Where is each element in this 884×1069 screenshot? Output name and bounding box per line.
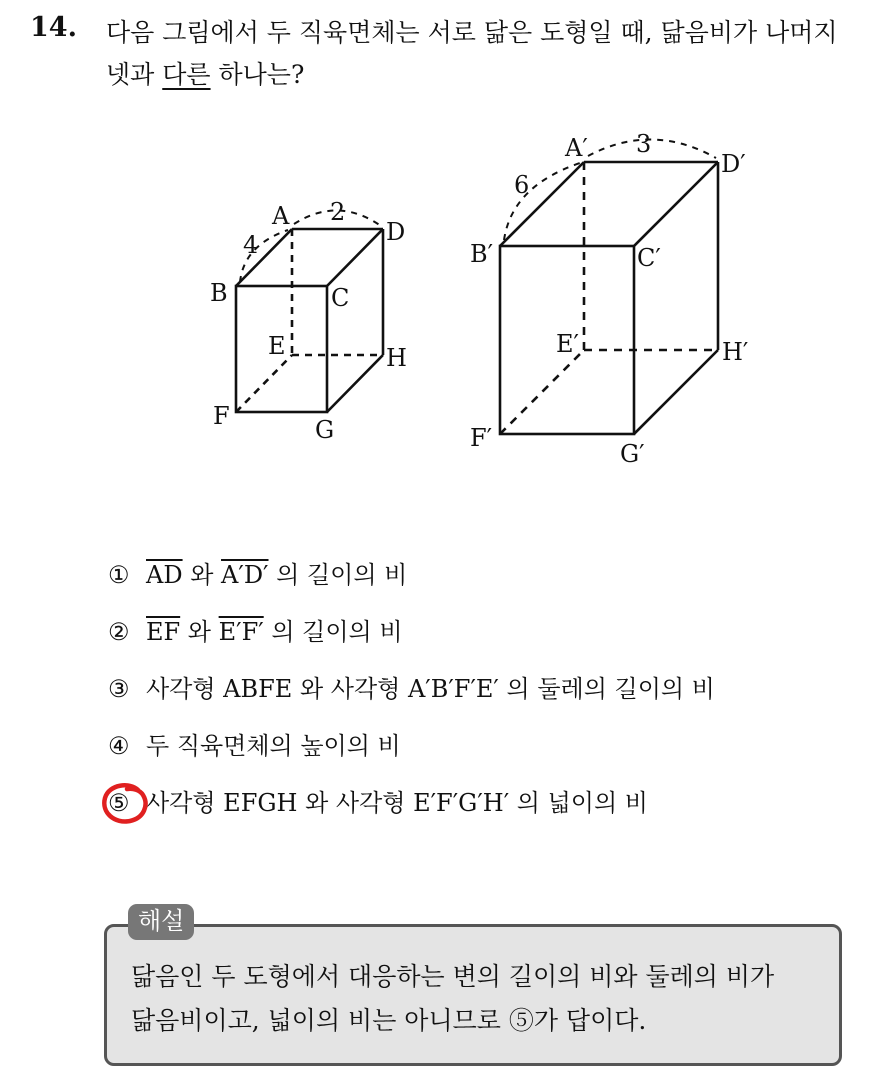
answer-circle-mark (100, 781, 152, 827)
label-h: H (386, 344, 407, 372)
choice-2-tail: 의 길이의 비 (263, 618, 403, 646)
question-line-1: 다음 그림에서 두 직육면체는 서로 닮은 도형일 때, 닮음비가 나머지 (106, 18, 838, 47)
label-h-prime: H′ (722, 338, 749, 366)
length-ab-small: 4 (243, 231, 259, 259)
label-d-prime: D′ (721, 150, 746, 178)
question-line-2-start: 넷과 (106, 60, 163, 89)
explanation-tag: 해설 (128, 904, 194, 940)
underlined-word: 다른 (162, 60, 211, 89)
label-b-prime: B′ (470, 240, 494, 268)
length-ab-large: 6 (514, 171, 530, 199)
choice-1-number: ① (108, 561, 130, 589)
label-a-prime: A′ (565, 134, 588, 162)
small-edge-cd (327, 229, 383, 286)
length-ad-small: 2 (330, 198, 346, 226)
segment-ad: $\overline{AD}$ (146, 561, 183, 589)
label-b: B (210, 279, 228, 307)
large-edge-cd (634, 162, 718, 246)
answer-circle-stroke (104, 785, 145, 821)
label-c: C (331, 284, 350, 312)
large-edge-gh (634, 350, 718, 434)
explanation-line-2: 닮음비이고, 넓이의 비는 아니므로 ⑤가 답이다. (131, 1006, 647, 1035)
choice-4[interactable] (108, 731, 401, 761)
choice-3[interactable] (108, 674, 715, 704)
explanation-box (104, 924, 842, 1066)
choice-4-text: 두 직육면체의 높이의 비 (146, 732, 401, 760)
segment-e-prime-f-prime: E′F′ (218, 618, 264, 646)
label-a: A (272, 202, 290, 230)
choice-4-number: ④ (108, 732, 130, 760)
label-e: E (268, 332, 286, 360)
choice-2[interactable] (108, 617, 403, 647)
small-edge-gh (327, 355, 383, 412)
large-hidden-edges (500, 162, 718, 434)
question-number: 14. (30, 12, 77, 43)
choice-3-number: ③ (108, 675, 130, 703)
label-g: G (315, 416, 335, 444)
choice-5[interactable] (108, 788, 648, 818)
choice-1[interactable] (108, 560, 407, 590)
choice-2-number: ② (108, 618, 130, 646)
choice-1-tail: 의 길이의 비 (268, 561, 408, 589)
explanation-text (131, 955, 831, 1043)
segment-ef: $\overline{EF}$ (146, 618, 181, 646)
segment-a-prime-d-prime: A′D′ (221, 561, 269, 589)
choice-2-connector: 와 (180, 618, 219, 646)
label-e-prime: E′ (556, 330, 579, 358)
choice-1-connector: 와 (182, 561, 222, 589)
choice-5-text: 사각형 EFGH 와 사각형 E′F′G′H′ 의 넓이의 비 (146, 789, 648, 817)
large-arc-ad (588, 139, 716, 158)
large-cuboid-labels (470, 130, 748, 468)
large-edge-ba (500, 162, 584, 246)
label-f-prime: F′ (470, 424, 493, 452)
length-ad-large: 3 (636, 130, 652, 158)
explanation-line-1: 닮음인 두 도형에서 대응하는 변의 길이의 비와 둘레의 비가 (131, 962, 775, 991)
label-d: D (386, 218, 406, 246)
choice-3-text: 사각형 ABFE 와 사각형 A′B′F′E′ 의 둘레의 길이의 비 (146, 675, 715, 703)
label-f: F (213, 402, 230, 430)
label-g-prime: G′ (620, 440, 645, 468)
cuboid-figure (0, 0, 884, 520)
label-c-prime: C′ (637, 244, 661, 272)
large-cuboid (500, 139, 718, 434)
choice-5-number: ⑤ (108, 789, 130, 817)
question-line-2-end: 하나는? (210, 60, 305, 89)
